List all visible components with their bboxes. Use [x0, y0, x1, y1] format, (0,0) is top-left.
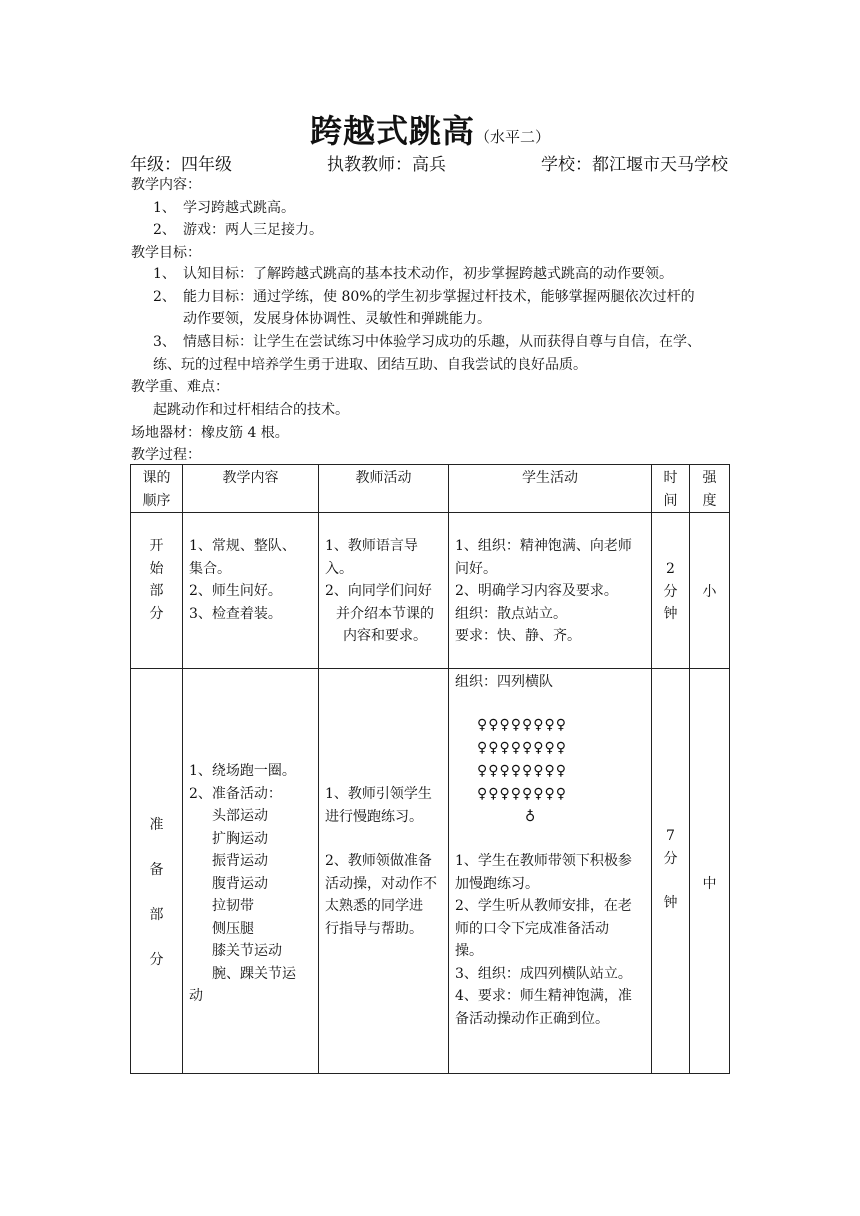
title-level-note: （水平二）: [475, 128, 551, 146]
teacher-position-icon: ♁: [525, 808, 536, 825]
student-organization: 组织：四列横队: [455, 674, 553, 690]
row2-teacher: 1、教师引领学生 进行慢跑练习。 2、教师领做准备 活动操，对动作不 太熟悉的同学进 行指导与帮助。: [319, 669, 449, 1074]
header-intensity: 强 度: [690, 465, 730, 513]
key-points-heading: 教学重、难点：: [131, 379, 229, 395]
info-bar: [130, 150, 730, 174]
row2-content: 1、绕场跑一圈。 2、准备活动： 头部运动 扩胸运动 振背运动 腹背运动 拉韧带 侧压腿 膝关节运动 腕、踝关节运 动: [183, 669, 319, 1074]
row1-intensity: 小: [690, 513, 730, 669]
formation-row: ♀♀♀♀♀♀♀♀: [477, 716, 568, 733]
goal-1: 1、 认知目标：了解跨越式跳高的基本技术动作，初步掌握跨越式跳高的动作要领。: [153, 266, 673, 282]
page-title: [0, 106, 860, 152]
header-part: 课的 顺序: [131, 465, 183, 513]
goals-heading: 教学目标：: [131, 245, 201, 261]
header-content: 教学内容: [183, 465, 319, 513]
row2-time: 7 分 钟: [652, 669, 690, 1074]
goal-2-line-2: 动作要领，发展身体协调性、灵敏性和弹跳能力。: [183, 311, 491, 327]
table-row: [131, 513, 730, 669]
header-time: 时 间: [652, 465, 690, 513]
school-label: 学校：都江堰市天马学校: [541, 155, 728, 175]
row2-intensity: 中: [690, 669, 730, 1074]
key-points-text: 起跳动作和过杆相结合的技术。: [153, 402, 349, 418]
content-item-2: 2、 游戏：两人三足接力。: [153, 222, 323, 238]
header-teacher: 教师活动: [319, 465, 449, 513]
row1-part: 开 始 部 分: [131, 513, 183, 669]
title-main: 跨越式跳高: [309, 112, 475, 150]
goal-2-line-1: 2、 能力目标：通过学练，使 80%的学生初步掌握过杆技术，能够掌握两腿依次过杆的: [153, 289, 695, 305]
row1-student: 1、组织：精神饱满、向老师 问好。 2、明确学习内容及要求。 组织：散点站立。 要求：快、静、齐。: [449, 513, 652, 669]
formation-row: ♀♀♀♀♀♀♀♀: [477, 785, 568, 802]
content-heading: 教学内容：: [131, 177, 201, 193]
teacher-label: 执教教师：高兵: [327, 155, 446, 175]
formation-row: ♀♀♀♀♀♀♀♀: [477, 762, 568, 779]
header-student: 学生活动: [449, 465, 652, 513]
content-item-1: 1、 学习跨越式跳高。: [153, 200, 295, 216]
row2-student: 组织：四列横队 ♀♀♀♀♀♀♀♀ ♀♀♀♀♀♀♀♀ ♀♀♀♀♀♀♀♀ ♀♀♀♀♀♀♀♀ ♁ 1、学生在教师带领下积极参 加慢跑练习。 2、学生听从教师安排，在老 师的口令下完成准备活动 操。 3、组织：成四列横队站立。 4、要求：师生精神饱满，准 备活动操动作正确到位。: [449, 669, 652, 1074]
equipment-line: 场地器材：橡皮筋 4 根。: [131, 425, 289, 441]
process-table: [130, 464, 730, 1074]
goal-3-line-2: 练、玩的过程中培养学生勇于进取、团结互助、自我尝试的良好品质。: [153, 357, 587, 373]
table-row: [131, 669, 730, 1074]
table-header-row: [131, 465, 730, 513]
grade-label: 年级：四年级: [130, 155, 232, 175]
row2-part: 准 备 部 分: [131, 669, 183, 1074]
formation-diagram: [455, 714, 648, 829]
row1-time: 2 分 钟: [652, 513, 690, 669]
row1-content: 1、常规、整队、 集合。 2、师生问好。 3、检查着装。: [183, 513, 319, 669]
row1-teacher: 1、教师语言导入。 2、向同学们问好 并介绍本节课的 内容和要求。: [319, 513, 449, 669]
formation-row: ♀♀♀♀♀♀♀♀: [477, 739, 568, 756]
process-heading: 教学过程：: [131, 447, 201, 463]
goal-3-line-1: 3、 情感目标：让学生在尝试练习中体验学习成功的乐趣，从而获得自尊与自信，在学、: [153, 334, 701, 350]
